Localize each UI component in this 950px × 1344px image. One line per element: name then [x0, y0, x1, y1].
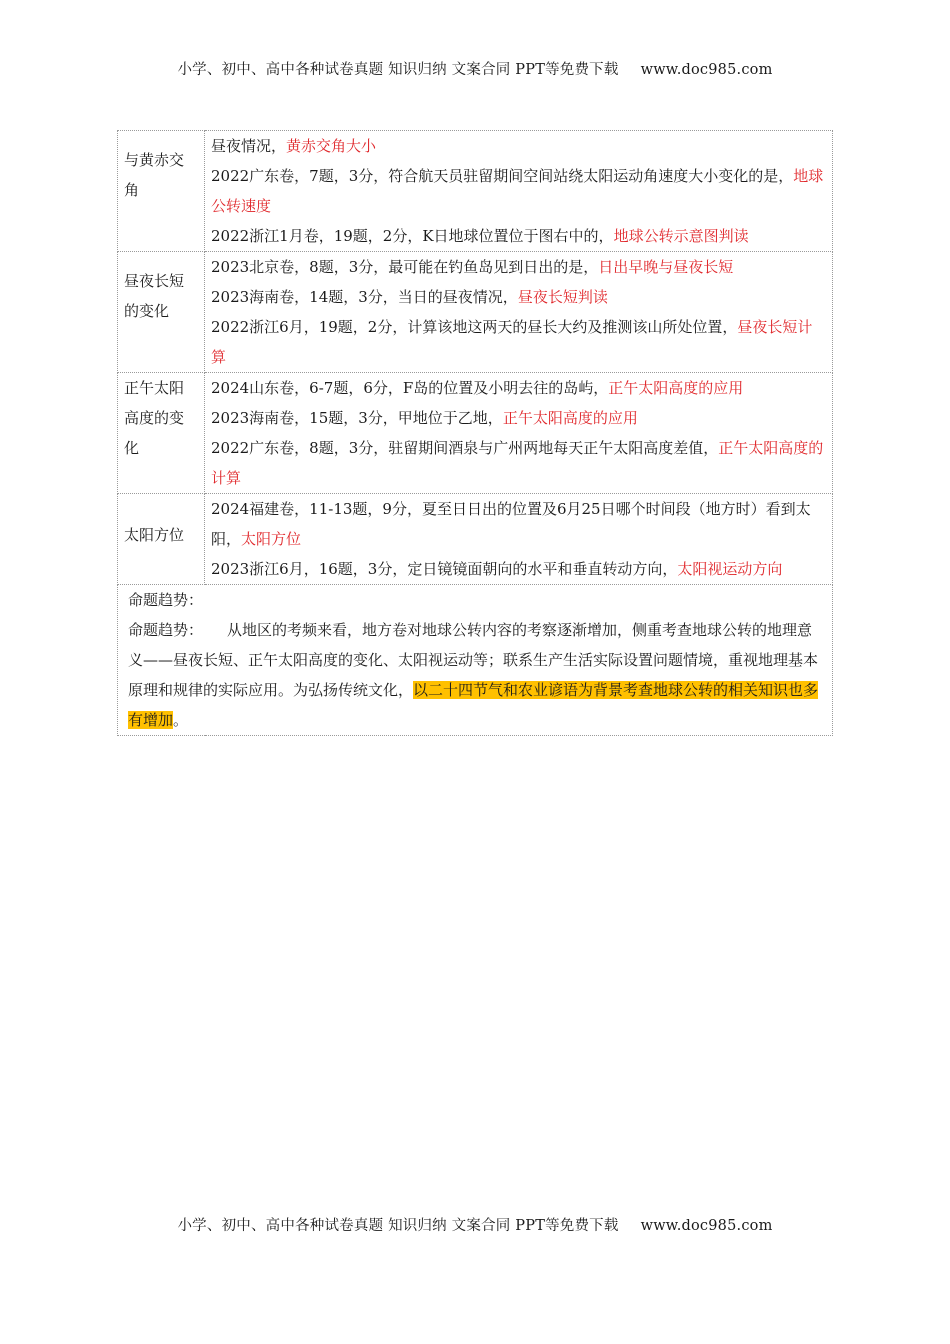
table-row	[118, 131, 833, 252]
trend-cell: 命题趋势： 命题趋势： 从地区的考频来看，地方卷对地球公转内容的考察逐渐增加，侧重考查地球公转的地理意义——昼夜长短、正午太阳高度的变化、太阳视运动等；联系生产生活实际设置问题情境，重视地理基本原理和规律的实际应用。为弘扬传统文化，以二十四节气和农业谚语为背景考查地球公转的相关知识也多有增加。	[118, 585, 833, 736]
topic-keyword: 地球公转示意图判读	[613, 227, 749, 245]
topic-keyword: 黄赤交角大小	[286, 137, 377, 155]
topic-keyword: 太阳方位	[241, 530, 302, 548]
topic-keyword: 昼夜长短计算	[211, 318, 813, 366]
list-item: 2023浙江6月，16题，3分，定日镜镜面朝向的水平和垂直转动方向，太阳视运动方向	[211, 560, 783, 578]
topic-keyword: 日出早晚与昼夜长短	[598, 258, 734, 276]
page-footer	[0, 1214, 950, 1235]
list-item: 2023海南卷，15题，3分，甲地位于乙地，正午太阳高度的应用	[211, 409, 638, 427]
topic-keyword: 正午太阳高度的计算	[211, 439, 824, 487]
category-cell	[118, 373, 205, 494]
exam-analysis-table	[117, 130, 833, 736]
table-row	[118, 585, 833, 736]
category-label: 太阳方位	[124, 526, 185, 544]
list-item: 2024福建卷，11-13题，9分，夏至日日出的位置及6月25日哪个时间段（地方时）看到太阳，太阳方位	[211, 500, 811, 548]
table-row	[118, 494, 833, 585]
topic-keyword: 正午太阳高度的应用	[608, 379, 744, 397]
topic-keyword: 太阳视运动方向	[677, 560, 783, 578]
list-item: 2022浙江6月，19题，2分，计算该地这两天的昼长大约及推测该山所处位置，昼夜长短计算	[211, 318, 813, 366]
category-cell	[118, 252, 205, 373]
content-cell	[205, 131, 833, 252]
category-cell	[118, 131, 205, 252]
content-cell	[205, 252, 833, 373]
list-item: 2022浙江1月卷，19题，2分，K日地球位置位于图右中的，地球公转示意图判读	[211, 227, 749, 245]
page-header	[0, 58, 950, 79]
trend-title: 命题趋势：	[128, 591, 204, 609]
table-row	[118, 252, 833, 373]
category-label: 昼夜长短的变化	[124, 272, 185, 320]
header-text: 小学、初中、高中各种试卷真题 知识归纳 文案合同 PPT等免费下载	[177, 62, 619, 78]
list-item: 2023海南卷，14题，3分，当日的昼夜情况，昼夜长短判读	[211, 288, 608, 306]
header-url-link[interactable]: www.doc985.com	[640, 62, 773, 78]
category-cell	[118, 494, 205, 585]
trend-highlight: 以二十四节气和农业谚语为背景考查地球公转的相关知识也多有增加	[128, 681, 819, 729]
list-item: 2023北京卷，8题，3分，最可能在钓鱼岛见到日出的是，日出早晚与昼夜长短	[211, 258, 734, 276]
trend-body: 从地区的考频来看，地方卷对地球公转内容的考察逐渐增加，侧重考查地球公转的地理意义——昼夜长短、正午太阳高度的变化、太阳视运动等；联系生产生活实际设置问题情境，重视地理基本原理和规律的实际应用。为弘扬传统文化，	[128, 621, 819, 699]
list-item: 昼夜情况，黄赤交角大小	[211, 137, 377, 155]
trend-label: 命题趋势：	[128, 621, 204, 639]
topic-keyword: 昼夜长短判读	[517, 288, 608, 306]
list-item: 2022广东卷，7题，3分，符合航天员驻留期间空间站绕太阳运动角速度大小变化的是，地球公转速度	[211, 167, 824, 215]
list-item: 2022广东卷，8题，3分，驻留期间酒泉与广州两地每天正午太阳高度差值，正午太阳高度的计算	[211, 439, 824, 487]
footer-text: 小学、初中、高中各种试卷真题 知识归纳 文案合同 PPT等免费下载	[177, 1218, 619, 1234]
table-row	[118, 373, 833, 494]
topic-keyword: 正午太阳高度的应用	[502, 409, 638, 427]
category-label: 正午太阳高度的变化	[124, 379, 185, 457]
content-cell	[205, 373, 833, 494]
content-cell	[205, 494, 833, 585]
category-label: 与黄赤交角	[124, 151, 185, 199]
topic-keyword: 地球公转速度	[211, 167, 824, 215]
list-item: 2024山东卷，6-7题，6分，F岛的位置及小明去往的岛屿，正午太阳高度的应用	[211, 379, 744, 397]
footer-url-link[interactable]: www.doc985.com	[640, 1218, 773, 1234]
